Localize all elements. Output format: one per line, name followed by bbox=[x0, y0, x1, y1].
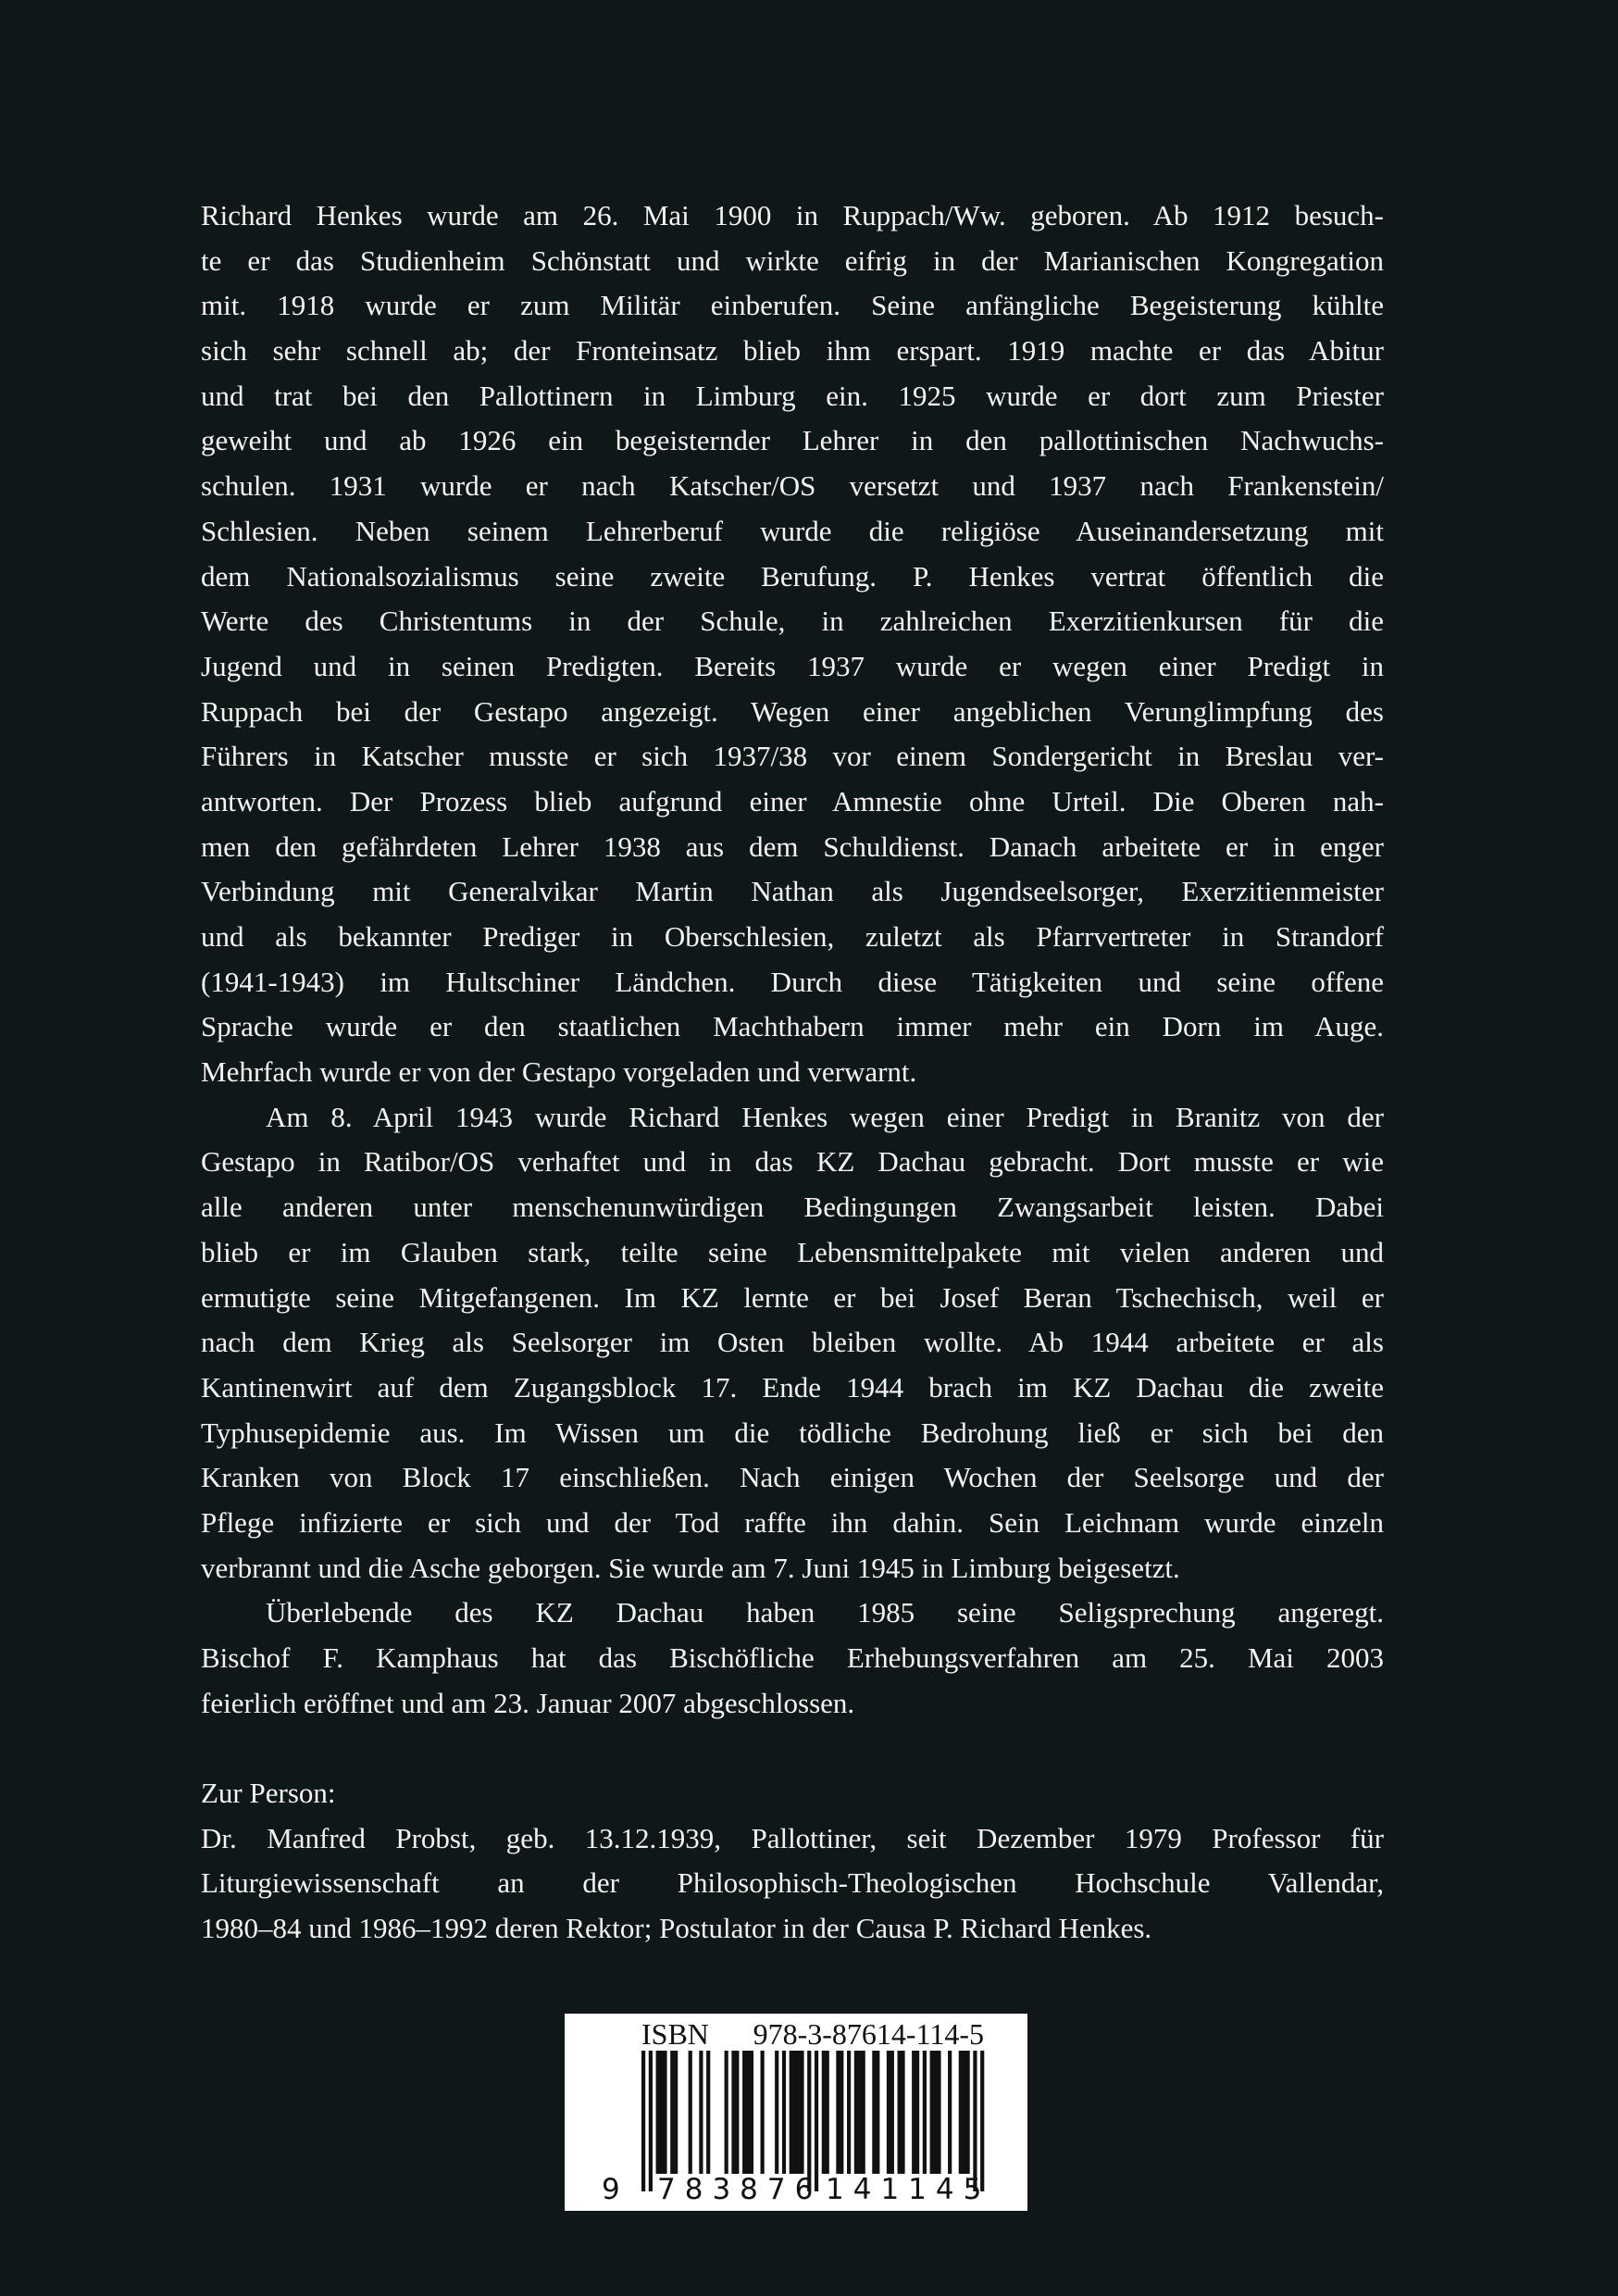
isbn-barcode bbox=[565, 2014, 1027, 2211]
spacer bbox=[201, 1726, 1384, 1771]
barcode-bar bbox=[890, 2051, 894, 2174]
text-line: sich sehr schnell ab; der Fronteinsatz blieb ihm erspart. 1919 machte er das Abitur bbox=[201, 334, 1384, 368]
barcode-bar bbox=[815, 2051, 818, 2191]
barcode-bar bbox=[840, 2051, 843, 2174]
barcode-bar bbox=[826, 2051, 829, 2174]
back-cover-text bbox=[201, 193, 1384, 1952]
barcode-bar bbox=[649, 2051, 653, 2191]
barcode-bar bbox=[742, 2051, 746, 2174]
about-line: Dr. Manfred Probst, geb. 13.12.1939, Pallottiner, seit Dezember 1979 Professor für bbox=[201, 1821, 1384, 1854]
barcode-bar bbox=[782, 2051, 786, 2174]
barcode-bar bbox=[858, 2051, 862, 2174]
barcode-bar bbox=[670, 2051, 674, 2174]
text-line: Mehrfach wurde er von der Gestapo vorgeladen und verwarnt. bbox=[201, 1055, 917, 1089]
barcode-bar bbox=[959, 2051, 963, 2174]
barcode-bar bbox=[750, 2051, 753, 2174]
text-line: Überlebende des KZ Dachau haben 1985 seine Seligsprechung angeregt. bbox=[266, 1596, 1384, 1629]
barcode-bar bbox=[901, 2051, 904, 2174]
barcode-bar bbox=[656, 2051, 660, 2174]
barcode-bar bbox=[641, 2051, 645, 2191]
barcode-bar bbox=[663, 2051, 666, 2174]
barcode-bar bbox=[793, 2051, 797, 2174]
text-line: Richard Henkes wurde am 26. Mai 1900 in Ruppach/Ww. geboren. Ab 1912 besuch- bbox=[201, 199, 1384, 231]
text-line: mit. 1918 wurde er zum Militär einberufen. Seine anfängliche Begeisterung kühlte bbox=[201, 289, 1384, 322]
barcode-bar bbox=[887, 2051, 890, 2174]
text-line: alle anderen unter menschenunwürdigen Bedingungen Zwangsarbeit leisten. Dabei bbox=[201, 1191, 1384, 1224]
text-line: und als bekannter Prediger in Oberschlesien, zuletzt als Pfarrvertreter in Strandorf bbox=[201, 920, 1384, 953]
isbn-label: ISBN 978-3-87614-114-5 bbox=[641, 2017, 984, 2051]
about-line: 1980–84 und 1986–1992 deren Rektor; Postulator in der Causa P. Richard Henkes. bbox=[201, 1912, 1152, 1945]
barcode-bar bbox=[923, 2051, 927, 2174]
barcode-right-digits: 141145 bbox=[826, 2173, 991, 2206]
text-line: Gestapo in Ratibor/OS verhaftet und in das KZ Dachau gebracht. Dort musste er wie bbox=[201, 1145, 1384, 1179]
barcode-bar bbox=[725, 2051, 728, 2174]
text-line: dem Nationalsozialismus seine zweite Berufung. P. Henkes vertrat öffentlich die bbox=[201, 559, 1384, 593]
text-line: Pflege infizierte er sich und der Tod raffte ihn dahin. Sein Leichnam wurde einzeln bbox=[201, 1505, 1384, 1539]
text-line: und trat bei den Pallottinern in Limburg ein. 1925 wurde er dort zum Priester bbox=[201, 379, 1384, 412]
barcode-bar bbox=[790, 2051, 793, 2174]
text-line: Schlesien. Neben seinem Lehrerberuf wurde die religiöse Auseinandersetzung mit bbox=[201, 514, 1384, 547]
text-line: schulen. 1931 wurde er nach Katscher/OS versetzt und 1937 nach Frankenstein/ bbox=[201, 469, 1384, 503]
text-line: ermutigte seine Mitgefangenen. Im KZ lernte er bei Josef Beran Tschechisch, weil er bbox=[201, 1280, 1384, 1314]
text-line: Werte des Christentums in der Schule, in zahlreichen Exerzitienkursen für die bbox=[201, 605, 1384, 638]
text-line: antworten. Der Prozess blieb aufgrund einer Amnestie ohne Urteil. Die Oberen nah- bbox=[201, 784, 1384, 817]
barcode-bar bbox=[735, 2051, 739, 2174]
barcode-bar bbox=[800, 2051, 803, 2174]
barcode-bar bbox=[973, 2051, 977, 2191]
text-line: Bischof F. Kamphaus hat das Bischöfliche Erhebungsverfahren am 25. Mai 2003 bbox=[201, 1641, 1384, 1674]
barcode-bar bbox=[980, 2051, 984, 2191]
barcode-bar bbox=[948, 2051, 952, 2174]
barcode-bar bbox=[876, 2051, 879, 2174]
about-heading: Zur Person: bbox=[201, 1777, 336, 1810]
text-line: nach dem Krieg als Seelsorger im Osten bleiben wollte. Ab 1944 arbeitete er als bbox=[201, 1326, 1384, 1359]
barcode-bar bbox=[699, 2051, 703, 2174]
barcode-bar bbox=[912, 2051, 915, 2174]
barcode-left-digits: 783876 bbox=[657, 2173, 823, 2206]
text-line: Ruppach bei der Gestapo angezeigt. Wegen einer angeblichen Verunglimpfung des bbox=[201, 694, 1384, 728]
text-line: Typhusepidemie aus. Im Wissen um die tödliche Bedrohung ließ er sich bei den bbox=[201, 1416, 1384, 1449]
barcode-bar bbox=[898, 2051, 902, 2174]
barcode-bar bbox=[963, 2051, 966, 2174]
barcode-bar bbox=[933, 2051, 937, 2174]
barcode-bar bbox=[872, 2051, 876, 2174]
text-line: (1941-1943) im Hultschiner Ländchen. Durch diese Tätigkeiten und seine offene bbox=[201, 965, 1384, 998]
barcode-bar bbox=[854, 2051, 858, 2174]
text-line: Am 8. April 1943 wurde Richard Henkes wegen einer Predigt in Branitz von der bbox=[266, 1100, 1384, 1133]
barcode-bar bbox=[659, 2051, 663, 2174]
text-line: verbrannt und die Asche geborgen. Sie wurde am 7. Juni 1945 in Limburg beigesetzt. bbox=[201, 1551, 1180, 1584]
barcode-bar bbox=[836, 2051, 840, 2174]
barcode-bar bbox=[807, 2051, 811, 2191]
text-line: Verbindung mit Generalvikar Martin Nathan als Jugendseelsorger, Exerzitienmeister bbox=[201, 875, 1384, 908]
text-line: men den gefährdeten Lehrer 1938 aus dem Schuldienst. Danach arbeitete er in enger bbox=[201, 830, 1384, 863]
barcode-bar bbox=[847, 2051, 851, 2174]
text-line: Führers in Katscher musste er sich 1937/38 vor einem Sondergericht in Breslau ver- bbox=[201, 740, 1384, 773]
barcode-bar bbox=[674, 2051, 678, 2174]
barcode-bar bbox=[822, 2051, 826, 2174]
barcode-first-digit: 9 bbox=[602, 2173, 629, 2206]
text-line: Kantinenwirt auf dem Zugangsblock 17. Ende 1944 brach im KZ Dachau die zweite bbox=[201, 1370, 1384, 1404]
barcode-bar bbox=[915, 2051, 919, 2174]
text-line: Jugend und in seinen Predigten. Bereits 1937 wurde er wegen einer Predigt in bbox=[201, 649, 1384, 682]
text-line: Sprache wurde er den staatlichen Machthabern immer mehr ein Dorn im Auge. bbox=[201, 1010, 1384, 1043]
barcode-bar bbox=[966, 2051, 970, 2174]
barcode-bar bbox=[689, 2051, 692, 2174]
text-line: feierlich eröffnet und am 23. Januar 2007 abgeschlossen. bbox=[201, 1686, 855, 1719]
barcode-bar bbox=[761, 2051, 765, 2174]
text-line: geweiht und ab 1926 ein begeisternder Lehrer in den pallottinischen Nachwuchs- bbox=[201, 424, 1384, 457]
about-line: Liturgiewissenschaft an der Philosophisch-Theologischen Hochschule Vallendar, bbox=[201, 1866, 1384, 1900]
barcode-bar bbox=[731, 2051, 735, 2174]
text-line: te er das Studienheim Schönstatt und wirkte eifrig in der Marianischen Kongregation bbox=[201, 243, 1384, 277]
barcode-bar bbox=[862, 2051, 865, 2174]
barcode-bar bbox=[775, 2051, 778, 2174]
barcode-bar bbox=[796, 2051, 800, 2174]
barcode-bar bbox=[937, 2051, 940, 2174]
text-line: Kranken von Block 17 einschließen. Nach einigen Wochen der Seelsorge und der bbox=[201, 1461, 1384, 1494]
barcode-bar bbox=[746, 2051, 750, 2174]
barcode-bar bbox=[930, 2051, 934, 2174]
barcode-bar bbox=[706, 2051, 710, 2174]
text-line: blieb er im Glauben stark, teilte seine Lebensmittelpakete mit vielen anderen und bbox=[201, 1235, 1384, 1268]
